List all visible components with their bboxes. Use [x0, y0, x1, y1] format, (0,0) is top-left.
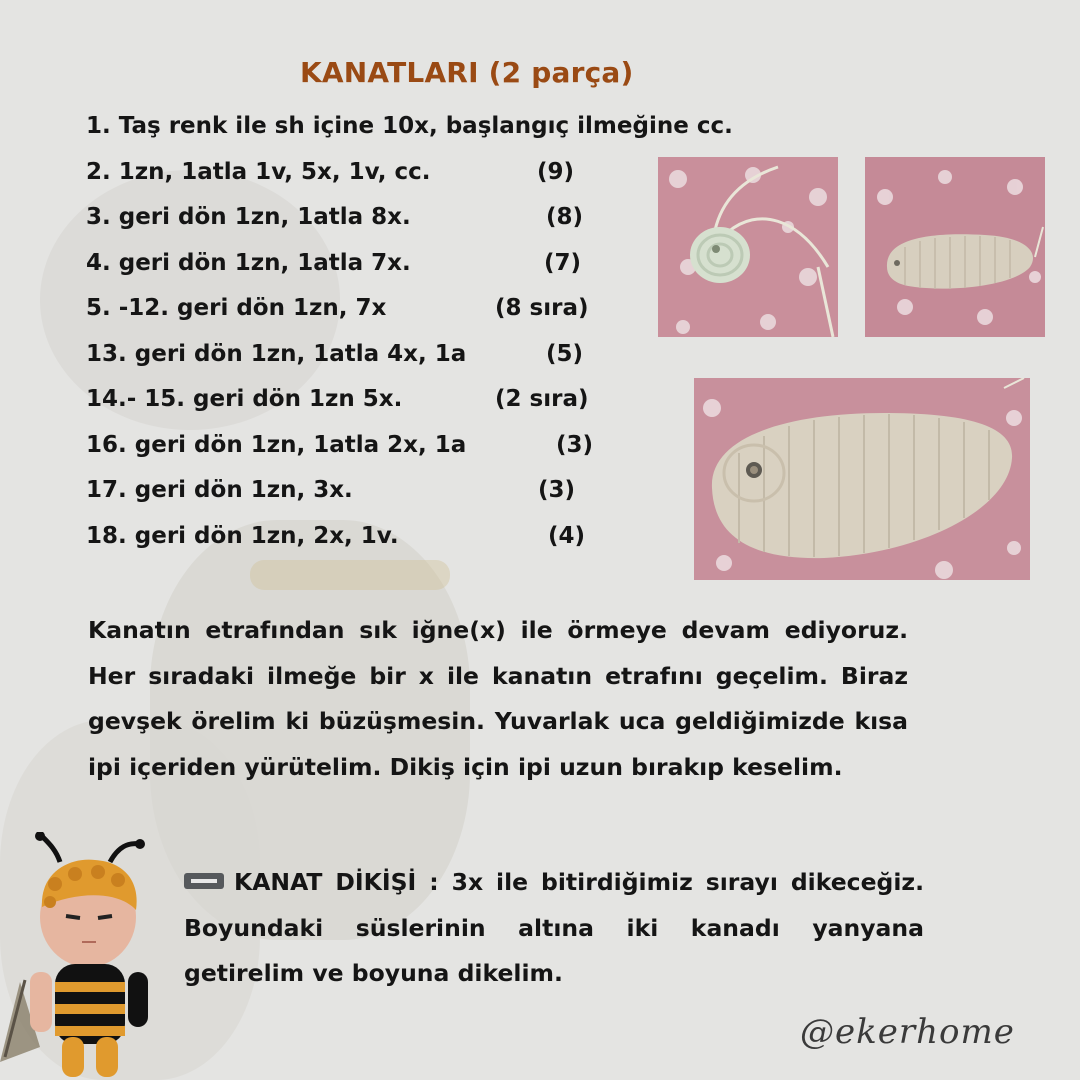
step-text: 1. Taş renk ile sh içine 10x, başlangıç ilmeğine cc. — [86, 113, 733, 139]
step-count: (2 sıra) — [495, 386, 589, 412]
step-text: 14.- 15. geri dön 1zn 5x. — [86, 386, 403, 412]
sewing-label: KANAT DİKİŞİ : — [234, 868, 439, 896]
sewing-text: 3x ile bitirdiğimiz sırayı dikeceğiz. Boyundaki süslerinin altına iki kanadı yanyana getirelim ve boyuna dikelim. — [184, 868, 924, 988]
step-text: 2. 1zn, 1atla 1v, 5x, 1v, cc. — [86, 158, 431, 185]
step-text: 3. geri dön 1zn, 1atla 8x. — [86, 204, 411, 230]
step-count: (7) — [544, 249, 582, 276]
step-count: (3) — [538, 477, 576, 503]
instruction-step — [86, 104, 846, 150]
instruction-step — [86, 332, 846, 378]
minus-icon — [184, 873, 224, 889]
step-text: 17. geri dön 1zn, 3x. — [86, 477, 353, 503]
step-count: (9) — [537, 158, 575, 185]
bee-doll-photo — [0, 832, 180, 1080]
page-title: KANATLARI (2 parça) — [300, 56, 634, 89]
crochet-wing-oval-photo — [865, 157, 1045, 337]
step-text: 16. geri dön 1zn, 1atla 2x, 1a — [86, 431, 467, 458]
brand-signature: @ekerhome — [800, 1012, 1015, 1052]
background-blur-shape — [250, 560, 450, 590]
step-count: (3) — [556, 431, 594, 458]
step-text: 5. -12. geri dön 1zn, 7x — [86, 295, 387, 321]
step-count: (4) — [548, 522, 586, 549]
step-text: 4. geri dön 1zn, 1atla 7x. — [86, 249, 411, 276]
sewing-instruction — [184, 860, 924, 997]
crochet-wing-finished-photo — [694, 378, 1030, 580]
instruction-paragraph: Kanatın etrafından sık iğne(x) ile örmeye devam ediyoruz. Her sıradaki ilmeğe bir x ile kanatın etrafını geçelim. Biraz gevşek örelim ki büzüşmesin. Yuvarlak uca geldiğimizde kısa ipi içeriden yürütelim. Dikiş için ipi uzun bırakıp keselim. — [88, 616, 908, 781]
step-text: 18. geri dön 1zn, 2x, 1v. — [86, 522, 399, 549]
step-count: (5) — [546, 340, 584, 367]
step-text: 13. geri dön 1zn, 1atla 4x, 1a — [86, 340, 467, 367]
step-count: (8 sıra) — [495, 295, 589, 321]
step-count: (8) — [546, 204, 584, 230]
crochet-wing-start-photo — [658, 157, 838, 337]
